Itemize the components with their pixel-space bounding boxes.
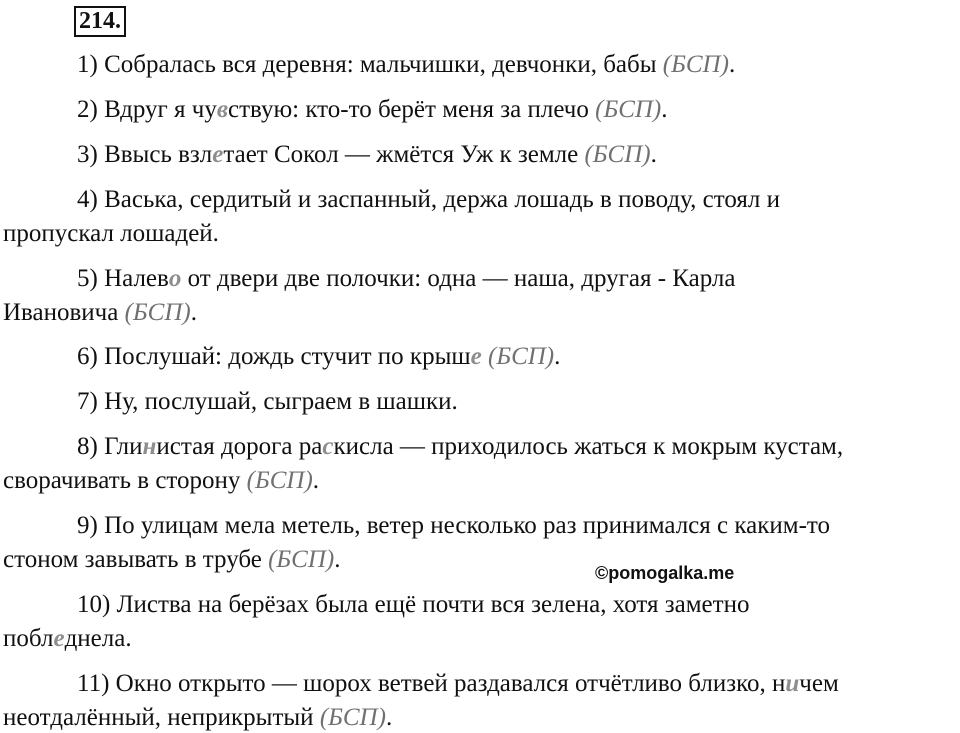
- text-line: [77, 95, 668, 125]
- text-segment: 10) Листва на берёзах была ещё почти вся зелена, хотя заметно: [77, 591, 750, 618]
- highlighted-letter: н: [142, 433, 157, 460]
- text-line: [77, 432, 843, 462]
- bsp-label: (БСП): [662, 51, 729, 78]
- highlighted-letter: о: [168, 265, 182, 292]
- text-segment: .: [661, 96, 668, 123]
- text-line: [77, 669, 839, 699]
- bsp-label: (БСП): [584, 141, 651, 168]
- text-line: [77, 387, 458, 417]
- text-line: [3, 298, 197, 328]
- exercise-number: 214.: [74, 6, 126, 37]
- text-segment: 7) Ну, послушай, сыграем в шашки.: [77, 388, 458, 415]
- text-segment: ствую: кто-то берёт меня за плечо: [228, 96, 596, 123]
- text-segment: Ивановича: [3, 299, 125, 326]
- bsp-label: (БСП): [488, 343, 555, 370]
- text-line: [3, 466, 319, 496]
- highlighted-letter: и: [785, 670, 800, 697]
- highlighted-letter: е: [53, 625, 65, 652]
- text-line: [77, 590, 749, 620]
- text-segment: 1) Собралась вся деревня: мальчишки, девчонки, бабы: [77, 51, 663, 78]
- text-line: [3, 624, 132, 654]
- watermark: ©pomogalka.me: [595, 563, 735, 583]
- text-segment: .: [312, 467, 320, 494]
- text-segment: днела.: [64, 625, 132, 652]
- highlighted-letter: е: [470, 343, 482, 370]
- text-segment: сворачивать в сторону: [3, 467, 247, 494]
- text-segment: побл: [3, 625, 54, 652]
- text-segment: 2) Вдруг я чу: [77, 96, 217, 123]
- text-segment: .: [190, 299, 197, 326]
- text-segment: .: [554, 343, 561, 370]
- text-segment: .: [650, 141, 657, 168]
- text-line: [77, 140, 657, 170]
- text-segment: кисла — приходилось жаться к мокрым кустам,: [333, 433, 844, 460]
- text-segment: 8) Гли: [77, 433, 143, 460]
- highlighted-letter: с: [322, 433, 334, 460]
- text-line: [77, 264, 735, 294]
- text-segment: чем: [799, 670, 839, 697]
- text-segment: стоном завывать в трубе: [3, 546, 269, 573]
- text-segment: пропускал лошадей.: [3, 220, 219, 247]
- bsp-label: (БСП): [268, 546, 335, 573]
- text-segment: 5) Налев: [77, 265, 169, 292]
- text-segment: .: [385, 704, 393, 731]
- text-segment: .: [728, 51, 736, 78]
- highlighted-letter: в: [216, 96, 229, 123]
- text-segment: 4) Васька, сердитый и заспанный, держа лошадь в поводу, стоял и: [77, 186, 780, 213]
- bsp-label: (БСП): [319, 704, 386, 731]
- highlighted-letter: е: [212, 141, 224, 168]
- bsp-label: (БСП): [595, 96, 662, 123]
- text-line: [3, 219, 219, 249]
- text-segment: истая дорога ра: [156, 433, 323, 460]
- text-segment: .: [334, 546, 341, 573]
- text-segment: 6) Послушай: дождь стучит по крыш: [77, 343, 471, 370]
- text-segment: 3) Ввысь взл: [77, 141, 213, 168]
- text-segment: тает Сокол — жмётся Уж к земле: [223, 141, 585, 168]
- text-segment: 11) Окно открыто — шорох ветвей раздавался отчётливо близко, н: [77, 670, 786, 697]
- bsp-label: (БСП): [124, 299, 191, 326]
- text-line: [77, 511, 830, 541]
- text-line: [77, 342, 560, 372]
- text-line: [3, 703, 392, 733]
- text-line: [77, 185, 780, 215]
- text-segment: от двери две полочки: одна — наша, другая - Карла: [181, 265, 736, 292]
- text-segment: 9) По улицам мела метель, ветер несколько раз принимался с каким-то: [77, 512, 831, 539]
- text-line: [3, 545, 341, 575]
- bsp-label: (БСП): [246, 467, 313, 494]
- text-line: [77, 50, 735, 80]
- text-segment: неотдалённый, неприкрытый: [3, 704, 320, 731]
